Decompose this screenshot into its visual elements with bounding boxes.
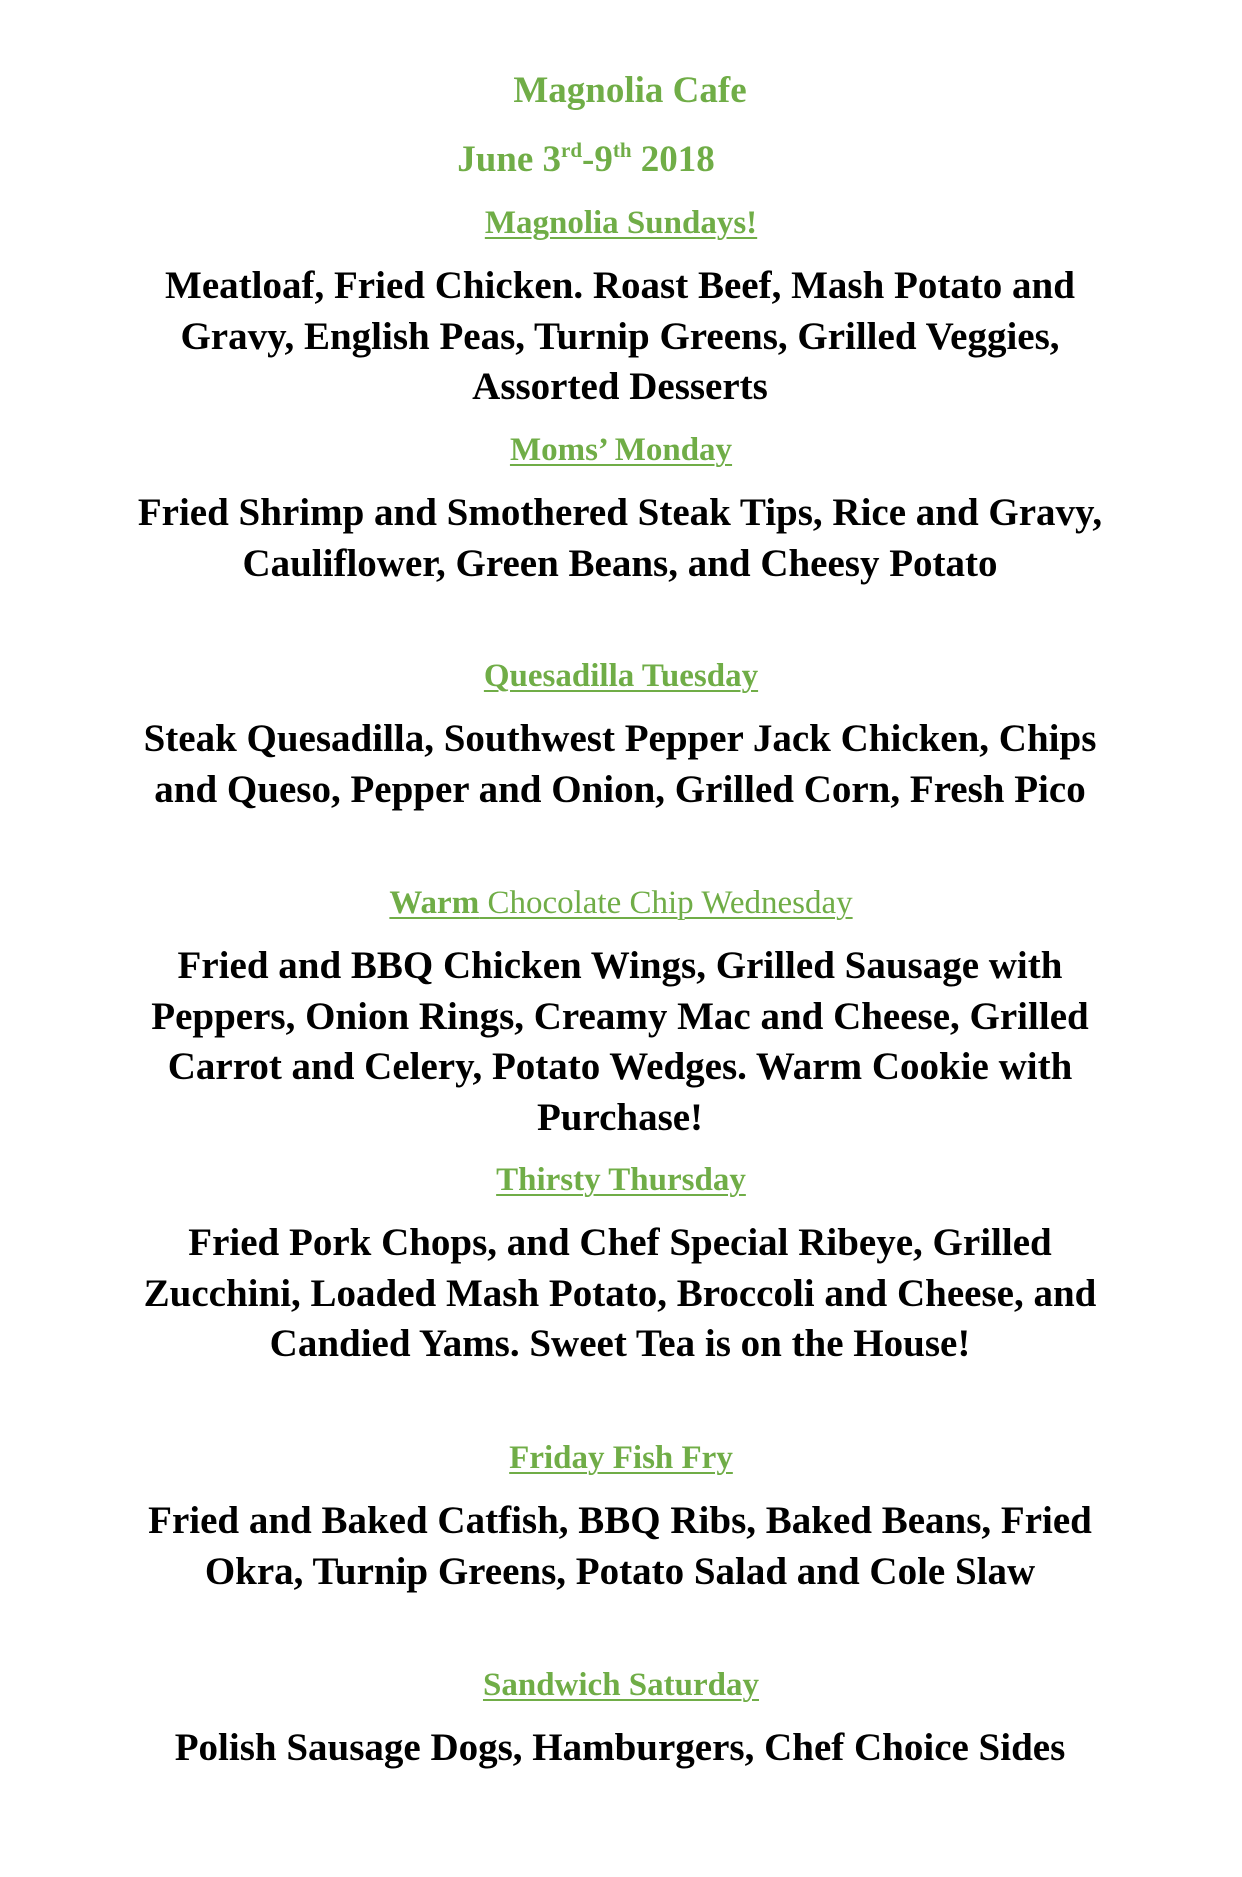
date-ordinal-start: rd — [561, 138, 583, 162]
date-year: 2018 — [631, 139, 715, 180]
day-menu-thursday: Fried Pork Chops, and Chef Special Ribeye, Grilled Zucchini, Loaded Mash Potato, Broccoli and Cheese, and Candied Yams. Sweet Tea is on the House! — [143, 1221, 1097, 1365]
day-menu-sunday: Meatloaf, Fried Chicken. Roast Beef, Mash Potato and Gravy, English Peas, Turnip Greens, Grilled Veggies, Assorted Desserts — [165, 264, 1075, 408]
date-mid: -9 — [582, 139, 613, 180]
date-ordinal-end: th — [612, 138, 632, 162]
date-prefix: June 3 — [457, 139, 562, 180]
day-menu-saturday: Polish Sausage Dogs, Hamburgers, Chef Choice Sides — [174, 1726, 1066, 1769]
cafe-name: Magnolia Cafe — [513, 70, 747, 111]
day-menu-monday: Fried Shrimp and Smothered Steak Tips, Rice and Gravy, Cauliflower, Green Beans, and Cheesy Potato — [137, 491, 1103, 585]
day-heading-thursday: Thirsty Thursday — [496, 1162, 746, 1198]
day-heading-friday: Friday Fish Fry — [509, 1440, 733, 1476]
day-menu-friday: Fried and Baked Catfish, BBQ Ribs, Baked Beans, Fried Okra, Turnip Greens, Potato Salad and Cole Slaw — [148, 1499, 1092, 1593]
day-heading-sunday: Magnolia Sundays! — [484, 205, 758, 241]
heading-warm: Warm — [389, 885, 480, 921]
day-heading-tuesday: Quesadilla Tuesday — [483, 658, 759, 694]
day-heading-monday: Moms’ Monday — [509, 432, 733, 468]
day-menu-wednesday: Fried and BBQ Chicken Wings, Grilled Sausage with Peppers, Onion Rings, Creamy Mac and Cheese, Grilled Carrot and Celery, Potato Wedges. Warm Cookie with Purchase! — [151, 944, 1089, 1139]
menu-date-range — [0, 138, 1207, 180]
day-heading-wednesday — [0, 887, 1242, 920]
day-heading-saturday: Sandwich Saturday — [482, 1667, 759, 1703]
heading-wednesday-rest: Chocolate Chip Wednesday — [479, 885, 853, 921]
day-menu-tuesday: Steak Quesadilla, Southwest Pepper Jack Chicken, Chips and Queso, Pepper and Onion, Grilled Corn, Fresh Pico — [143, 717, 1097, 811]
